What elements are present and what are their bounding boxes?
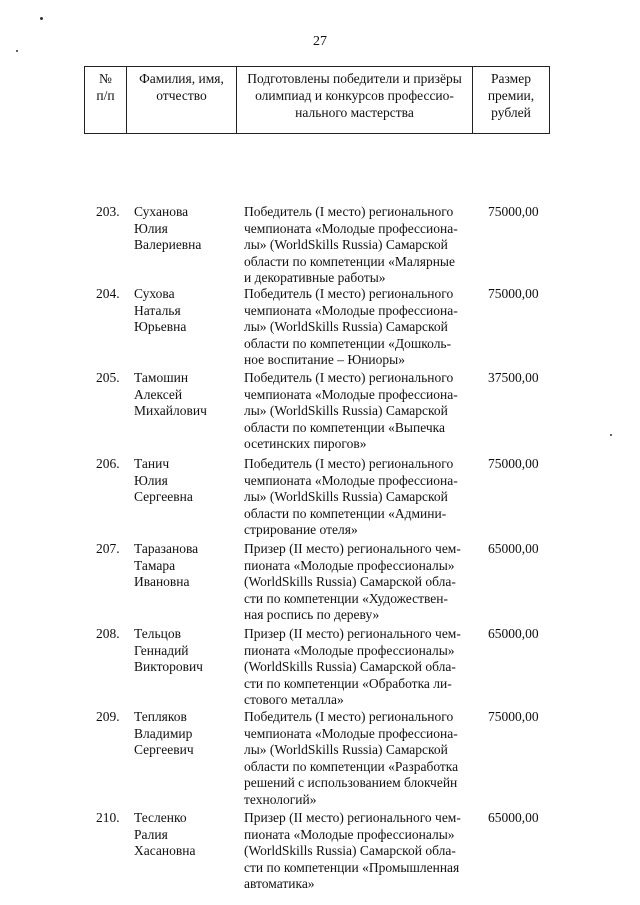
header-name bbox=[127, 67, 237, 133]
row-number: 204. bbox=[96, 286, 120, 301]
header-name-label: Фамилия, имя, отчество bbox=[139, 71, 224, 103]
row-prize-amount: 37500,00 bbox=[488, 370, 539, 385]
scan-speck bbox=[16, 50, 18, 52]
row-achievement: Победитель (I место) регионального чемпионата «Молодые профессиона- лы» (WorldSkills Russia) Самарской области по компетенции «Дошколь- ное воспитание – Юниоры» bbox=[244, 286, 458, 368]
row-prize-amount: 65000,00 bbox=[488, 810, 539, 825]
row-number: 206. bbox=[96, 456, 120, 471]
row-achievement: Победитель (I место) регионального чемпионата «Молодые профессиона- лы» (WorldSkills Russia) Самарской области по компетенции «Админи- стрирование отеля» bbox=[244, 456, 458, 538]
row-prize-amount: 65000,00 bbox=[488, 541, 539, 556]
row-full-name: Тельцов Геннадий Викторович bbox=[134, 626, 203, 675]
row-number: 208. bbox=[96, 626, 120, 641]
row-prize-amount: 65000,00 bbox=[488, 626, 539, 641]
table-row bbox=[84, 456, 550, 541]
scan-speck bbox=[40, 17, 43, 20]
row-number: 210. bbox=[96, 810, 120, 825]
header-description bbox=[237, 67, 473, 133]
table-row bbox=[84, 626, 550, 709]
row-full-name: Таразанова Тамара Ивановна bbox=[134, 541, 199, 590]
row-full-name: Тамошин Алексей Михайлович bbox=[134, 370, 207, 419]
row-full-name: Танич Юлия Сергеевна bbox=[134, 456, 193, 505]
table-row bbox=[84, 286, 550, 370]
row-achievement: Победитель (I место) регионального чемпионата «Молодые профессиона- лы» (WorldSkills Russia) Самарской области по компетенции «Разработка решений с использованием блокчейн технологий» bbox=[244, 709, 459, 807]
row-prize-amount: 75000,00 bbox=[488, 204, 539, 219]
row-full-name: Тесленко Ралия Хасановна bbox=[134, 810, 196, 859]
scan-speck bbox=[610, 434, 612, 436]
table-row bbox=[84, 810, 550, 900]
row-achievement: Победитель (I место) регионального чемпионата «Молодые профессиона- лы» (WorldSkills Russia) Самарской области по компетенции «Малярные и декоративные работы» bbox=[244, 204, 458, 286]
header-number-label: № п/п bbox=[96, 71, 115, 103]
table-header bbox=[84, 66, 550, 134]
row-full-name: Суханова Юлия Валериевна bbox=[134, 204, 202, 253]
row-number: 207. bbox=[96, 541, 120, 556]
row-number: 209. bbox=[96, 709, 120, 724]
page-number: 27 bbox=[313, 34, 327, 49]
row-prize-amount: 75000,00 bbox=[488, 456, 539, 471]
row-number: 205. bbox=[96, 370, 120, 385]
header-prize bbox=[473, 67, 549, 133]
row-achievement: Призер (II место) регионального чем- пионата «Молодые профессионалы» (WorldSkills Russia) Самарской обла- сти по компетенции «Художествен- ная роспись по дереву» bbox=[244, 541, 461, 623]
row-prize-amount: 75000,00 bbox=[488, 709, 539, 724]
header-number bbox=[85, 67, 127, 133]
table-row bbox=[84, 204, 550, 286]
row-full-name: Тепляков Владимир Сергеевич bbox=[134, 709, 194, 758]
table-row bbox=[84, 709, 550, 810]
header-prize-label: Размер премии, рублей bbox=[487, 71, 535, 120]
table-row bbox=[84, 370, 550, 456]
header-description-label: Подготовлены победители и призёры олимпиад и конкурсов профессио- нального мастерства bbox=[247, 71, 462, 120]
table-row bbox=[84, 541, 550, 626]
row-achievement: Победитель (I место) регионального чемпионата «Молодые профессиона- лы» (WorldSkills Russia) Самарской области по компетенции «Выпечка осетинских пирогов» bbox=[244, 370, 458, 452]
row-achievement: Призер (II место) регионального чем- пионата «Молодые профессионалы» (WorldSkills Russia) Самарской обла- сти по компетенции «Промышленная автоматика» bbox=[244, 810, 461, 892]
row-full-name: Сухова Наталья Юрьевна bbox=[134, 286, 187, 335]
awards-table bbox=[84, 66, 550, 892]
row-achievement: Призер (II место) регионального чем- пионата «Молодые профессионалы» (WorldSkills Russia) Самарской обла- сти по компетенции «Обработка ли- стового металла» bbox=[244, 626, 461, 708]
row-number: 203. bbox=[96, 204, 120, 219]
row-prize-amount: 75000,00 bbox=[488, 286, 539, 301]
